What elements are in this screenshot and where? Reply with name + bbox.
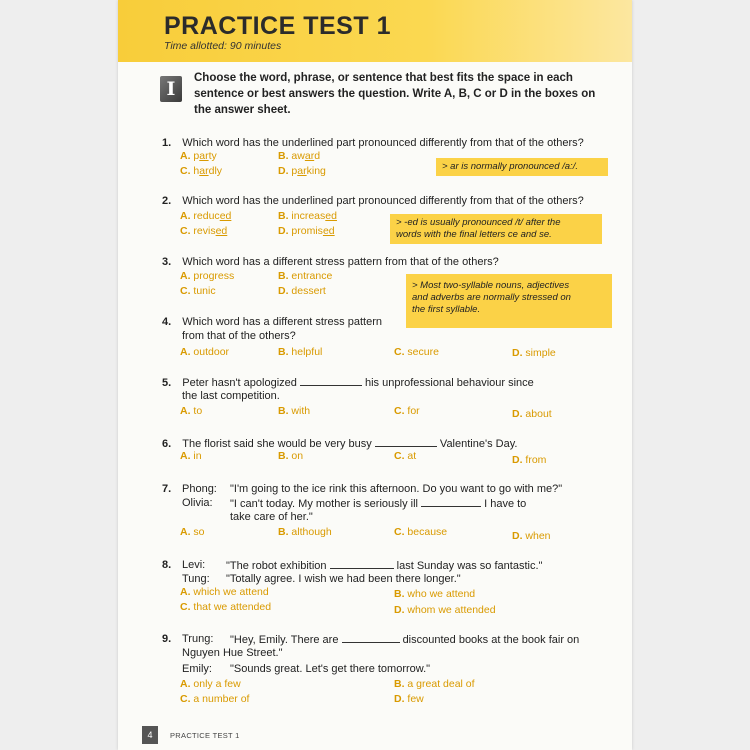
tip-line: the first syllable.: [412, 304, 481, 315]
option-6d[interactable]: D. from: [512, 454, 547, 466]
question-number: 6.: [162, 438, 172, 450]
option-4a[interactable]: A. outdoor: [180, 346, 230, 358]
question-6: 6. The florist said she would be very busy Valentine's Day.: [162, 438, 518, 450]
speaker: Phong:: [182, 483, 217, 495]
question-5: 5. Peter hasn't apologized his unprofessional behaviour since: [162, 377, 534, 389]
option-5a[interactable]: A. to: [180, 405, 203, 417]
option-8b[interactable]: B. who we attend: [394, 588, 476, 600]
page-title: PRACTICE TEST 1: [164, 12, 391, 40]
option-1c[interactable]: C. hardly: [180, 165, 223, 177]
tip-box-2: [390, 214, 602, 244]
option-5b[interactable]: B. with: [278, 405, 311, 417]
dialogue-line: "The robot exhibition last Sunday was so fantastic.": [226, 560, 543, 572]
section-instruction: Choose the word, phrase, or sentence that best fits the space in each sentence or best answers the question. Write A, B, C or D in the boxes on the answer sheet.: [194, 72, 596, 116]
dialogue-line: "Totally agree. I wish we had been there longer.": [226, 573, 461, 585]
option-7c[interactable]: C. because: [394, 526, 448, 538]
section-numeral-icon: I: [160, 76, 182, 102]
option-9d[interactable]: D. few: [394, 693, 424, 705]
question-text: Which word has the underlined part pronounced differently from that of the others?: [182, 137, 584, 149]
answer-blank[interactable]: [342, 632, 400, 643]
question-text: Which word has the underlined part pronounced differently from that of the others?: [182, 195, 584, 207]
answer-blank[interactable]: [375, 436, 437, 447]
question-text-line2: the last competition.: [182, 390, 280, 402]
question-text: Which word has a different stress pattern: [182, 316, 382, 328]
question-number: 3.: [162, 256, 172, 268]
option-2b[interactable]: B. increased: [278, 210, 337, 222]
page-subtitle: Time allotted: 90 minutes: [164, 40, 282, 52]
question-9: [162, 632, 171, 646]
dialogue-line: "Sounds great. Let's get there tomorrow.": [230, 663, 431, 675]
speaker: Levi:: [182, 559, 206, 571]
option-3b[interactable]: B. entrance: [278, 270, 333, 282]
footer-label: PRACTICE TEST 1: [170, 731, 240, 740]
option-9c[interactable]: C. a number of: [180, 693, 250, 705]
option-7d[interactable]: D. when: [512, 530, 551, 542]
option-7a[interactable]: A. so: [180, 526, 205, 538]
question-number: 9.: [162, 633, 172, 645]
question-number: 8.: [162, 559, 172, 571]
question-number: 2.: [162, 195, 172, 207]
option-6a[interactable]: A. in: [180, 450, 202, 462]
option-9b[interactable]: B. a great deal of: [394, 678, 475, 690]
option-7b[interactable]: B. although: [278, 526, 332, 538]
answer-blank[interactable]: [421, 496, 481, 507]
dialogue-line: "I'm going to the ice rink this afternoon. Do you want to go with me?": [230, 483, 563, 495]
option-5d[interactable]: D. about: [512, 408, 552, 420]
answer-blank[interactable]: [300, 375, 362, 386]
option-4c[interactable]: C. secure: [394, 346, 439, 358]
option-5c[interactable]: C. for: [394, 405, 420, 417]
dialogue-line: "I can't today. My mother is seriously ill I have to: [230, 498, 527, 510]
speaker: Tung:: [182, 573, 210, 585]
speaker: Trung:: [182, 633, 214, 645]
question-8: [162, 558, 171, 572]
question-7: [162, 482, 171, 496]
speaker: Olivia:: [182, 497, 213, 509]
question-2: [162, 194, 584, 208]
tip-line: > Most two-syllable nouns, adjectives: [412, 280, 570, 291]
question-4: [162, 315, 382, 329]
option-4b[interactable]: B. helpful: [278, 346, 323, 358]
question-text-line2: from that of the others?: [182, 330, 296, 342]
option-3a[interactable]: A. progress: [180, 270, 235, 282]
option-8a[interactable]: A. which we attend: [180, 586, 269, 598]
option-2a[interactable]: A. reduced: [180, 210, 232, 222]
option-8d[interactable]: D. whom we attended: [394, 604, 496, 616]
tip-box-1: > ar is normally pronounced /a:/.: [436, 158, 608, 176]
option-3c[interactable]: C. tunic: [180, 285, 216, 297]
option-8c[interactable]: C. that we attended: [180, 601, 272, 613]
tip-line: and adverbs are normally stressed on: [412, 292, 571, 303]
question-number: 4.: [162, 316, 172, 328]
option-6c[interactable]: C. at: [394, 450, 417, 462]
option-1b[interactable]: B. award: [278, 150, 321, 162]
option-4d[interactable]: D. simple: [512, 347, 556, 359]
question-3: [162, 255, 499, 269]
tip-line: words with the final letters ce and se.: [396, 229, 552, 240]
question-text: Which word has a different stress pattern from that of the others?: [182, 256, 499, 268]
tip-box-3: [406, 274, 612, 328]
dialogue-line: take care of her.": [230, 511, 313, 523]
answer-blank[interactable]: [330, 558, 394, 569]
tip-line: > -ed is usually pronounced /t/ after the: [396, 217, 561, 228]
dialogue-line: "Hey, Emily. There are discounted books at the book fair on: [230, 634, 580, 646]
speaker: Emily:: [182, 663, 212, 675]
option-3d[interactable]: D. dessert: [278, 285, 326, 297]
question-number: 5.: [162, 377, 172, 389]
page-number: 4: [142, 726, 158, 744]
option-1a[interactable]: A. party: [180, 150, 217, 162]
question-1: [162, 136, 584, 150]
question-number: 1.: [162, 137, 172, 149]
option-6b[interactable]: B. on: [278, 450, 304, 462]
dialogue-line: Nguyen Hue Street.": [182, 647, 283, 659]
option-9a[interactable]: A. only a few: [180, 678, 241, 690]
question-number: 7.: [162, 483, 172, 495]
option-2d[interactable]: D. promised: [278, 225, 335, 237]
option-1d[interactable]: D. parking: [278, 165, 326, 177]
workbook-page: [118, 0, 632, 750]
option-2c[interactable]: C. revised: [180, 225, 228, 237]
